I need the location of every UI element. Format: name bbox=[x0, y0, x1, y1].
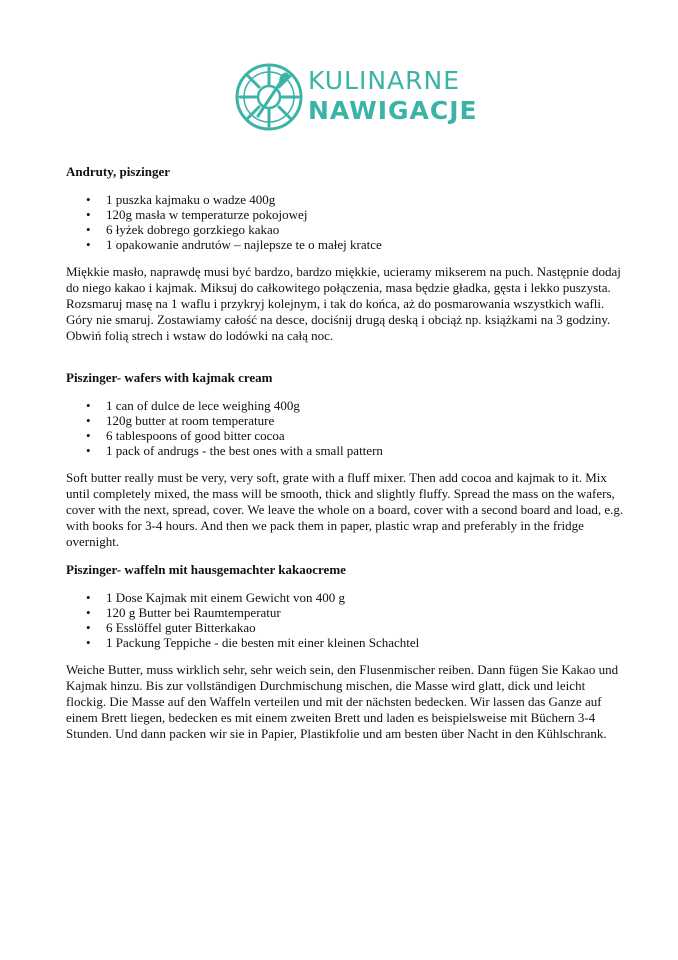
list-item: • 1 can of dulce de lece weighing 400g bbox=[86, 398, 300, 413]
recipe-method: Soft butter really must be very, very soft, grate with a fluff mixer. Then add cocoa and kajmak to it. Mix until completely mixed, the mass will be smooth, thick and slightly fluffy. Spread the mass on the wafers, cover with the next, spread, cover. We leave the whole on a board, cover with a second board and load, e.g. with books for 3-4 hours. And then we pack them in paper, plastic wrap and preferably in the fridge overnight. bbox=[66, 470, 624, 549]
recipe-heading: Piszinger- waffeln mit hausgemachter kakaocreme bbox=[66, 562, 346, 577]
ingredient-list bbox=[66, 192, 626, 252]
recipe-method: Miękkie masło, naprawdę musi być bardzo, bardzo miękkie, ucieramy mikserem na puch. Następnie dodaj do niego kakao i kajmak. Miksuj do całkowitego połączenia, masa będzie gładka, gęsta i lekko puszysta. Rozsmaruj masę na 1 waflu i przykryj kolejnym, i tak do końca, aż do posmarowania wszystkich wafli. Góry nie smaruj. Zostawiamy całość na desce, dociśnij drugą deską i obciąż np. książkami na 3 godziny. Obwiń folią strech i wstaw do lodówki na całą noc. bbox=[66, 264, 621, 343]
recipe-method: Weiche Butter, muss wirklich sehr, sehr weich sein, den Flusenmischer reiben. Dann fügen Sie Kakao und Kajmak hinzu. Bis zur vollständigen Durchmischung mischen, die Masse wird glatt, dick und leicht flockig. Die Masse auf den Waffeln verteilen und mit der nächsten bedecken. Wir lassen das Ganze auf einem Brett liegen, bedecken es mit einem zweiten Brett und laden es beispielsweise mit Büchern 3-4 Stunden. Und dann packen wir sie in Papier, Plastikfolie und am besten über Nacht in den Kühlschrank. bbox=[66, 662, 619, 741]
recipe-section-german bbox=[66, 562, 626, 742]
list-item: • 6 Esslöffel guter Bitterkakao bbox=[86, 620, 256, 635]
list-item: • 120g masła w temperaturze pokojowej bbox=[86, 207, 308, 222]
list-item: • 1 Dose Kajmak mit einem Gewicht von 400 g bbox=[86, 590, 346, 605]
list-item: • 120 g Butter bei Raumtemperatur bbox=[86, 605, 281, 620]
list-item: • 1 Packung Teppiche - die besten mit einer kleinen Schachtel bbox=[86, 635, 420, 650]
compass-fork-spoon-icon bbox=[234, 62, 304, 132]
ingredient-list bbox=[66, 398, 626, 458]
ingredient-list bbox=[66, 590, 626, 650]
logo-line-2: NAWIGACJE bbox=[308, 96, 478, 125]
list-item: • 1 opakowanie andrutów – najlepsze te o małej kratce bbox=[86, 237, 382, 252]
recipe-section-english bbox=[66, 370, 626, 550]
recipe-heading: Andruty, piszinger bbox=[66, 164, 171, 179]
list-item: • 6 łyżek dobrego gorzkiego kakao bbox=[86, 222, 280, 237]
list-item: • 1 puszka kajmaku o wadze 400g bbox=[86, 192, 276, 207]
recipe-section-polish bbox=[66, 164, 626, 344]
logo-line-1: KULINARNE bbox=[308, 66, 460, 95]
list-item: • 120g butter at room temperature bbox=[86, 413, 275, 428]
brand-logo bbox=[234, 62, 478, 140]
recipe-heading: Piszinger- wafers with kajmak cream bbox=[66, 370, 273, 385]
list-item: • 1 pack of andrugs - the best ones with a small pattern bbox=[86, 443, 383, 458]
list-item: • 6 tablespoons of good bitter cocoa bbox=[86, 428, 285, 443]
